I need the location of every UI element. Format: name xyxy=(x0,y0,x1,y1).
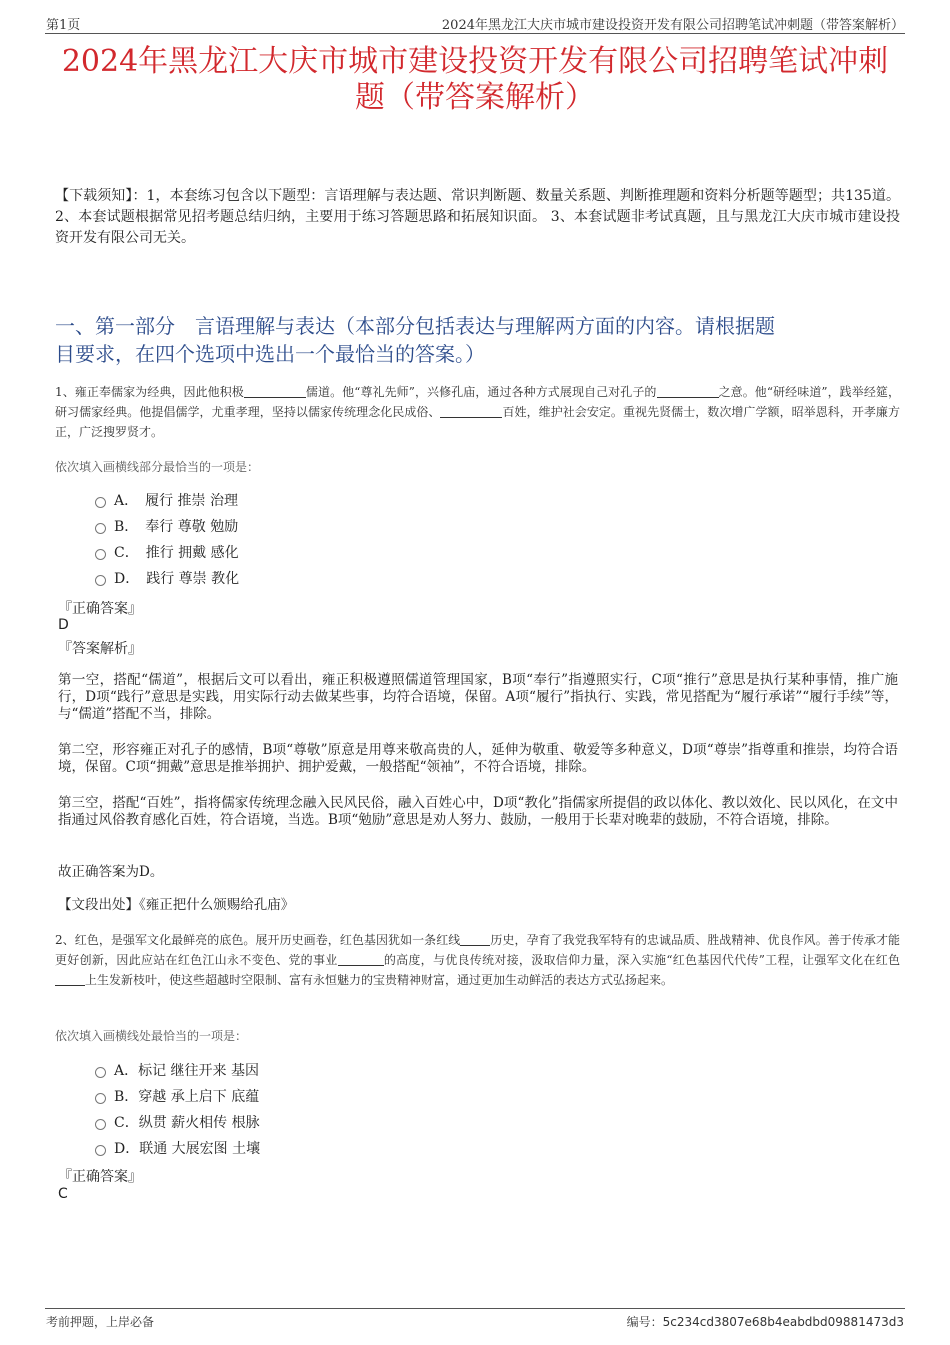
footer-rule xyxy=(45,1308,905,1309)
q2-part-d: 上生发新枝叶，使这些超越时空限制、富有永恒魅力的宝贵精神财富，通过更加生动鲜活的表达方式弘扬起来。 xyxy=(85,973,674,987)
radio-icon[interactable] xyxy=(95,575,106,586)
q1-analysis-label: 『答案解析』 xyxy=(58,641,142,657)
section-heading xyxy=(55,312,905,368)
radio-icon[interactable] xyxy=(95,497,106,508)
q1-answer: D xyxy=(58,617,69,633)
q2-option-c[interactable] xyxy=(95,1113,260,1133)
section-line-1: 一、第一部分 言语理解与表达（本部分包括表达与理解两方面的内容。请根据题 xyxy=(55,314,775,338)
radio-icon[interactable] xyxy=(95,523,106,534)
q2-option-d[interactable] xyxy=(95,1139,260,1159)
q2-answer-label: 『正确答案』 xyxy=(58,1169,142,1185)
q1-option-b[interactable] xyxy=(95,517,238,537)
q1-option-a[interactable] xyxy=(95,491,238,511)
q1-part-d: 百姓，维护社会安定。重视先贤儒士，数次增广学额，昭举恩科，开孝廉方正，广泛搜罗贤才。 xyxy=(55,405,900,439)
question-1-text xyxy=(55,382,900,442)
q1-analysis-3: 第三空，搭配“百姓”，指将儒家传统理念融入民风民俗，融入百姓心中，D项“教化”指儒家所提倡的政以体化、教以效化、民以风化，在文中指通过风俗教育感化百姓，符合语境，当选。B项“勉励”意思是劝人努力、鼓励，一般用于长辈对晚辈的鼓励，不符合语境，排除。 xyxy=(58,795,898,828)
footer-slogan: 考前押题，上岸必备 xyxy=(46,1315,155,1329)
radio-icon[interactable] xyxy=(95,549,106,560)
q1-source: 【文段出处】《雍正把什么颁赐给孔庙》 xyxy=(58,897,295,913)
q1-option-d-label: D． 践行 尊崇 教化 xyxy=(114,571,240,587)
q1-option-b-label: B． 奉行 尊敬 勉励 xyxy=(114,519,239,535)
radio-icon[interactable] xyxy=(95,1145,106,1156)
download-notice: 【下载须知】：1，本套练习包含以下题型：言语理解与表达题、常识判断题、数量关系题、判断推理题和资料分析题等题型；共135道。 2、本套试题根据常见招考题总结归纳，主要用于练习答题思路和拓展知识面。 3、本套试题非考试真题，且与黑龙江大庆市城市建设投资开发有限公司无关。 xyxy=(55,188,900,246)
question-2-text xyxy=(55,930,900,990)
section-line-2: 目要求，在四个选项中选出一个最恰当的答案。） xyxy=(55,342,485,366)
q1-option-d[interactable] xyxy=(95,569,239,589)
q1-part-a: 1、雍正奉儒家为经典，因此他积极 xyxy=(55,385,244,399)
q1-option-c-label: C． 推行 拥戴 感化 xyxy=(114,545,239,561)
question-1-prompt: 依次填入画横线部分最恰当的一项是： xyxy=(55,460,260,474)
page-title xyxy=(55,44,895,116)
page-number: 第1页 xyxy=(46,18,81,33)
q2-option-b-label: B．穿越 承上启下 底蕴 xyxy=(114,1089,260,1105)
title-line-2: 题（带答案解析） xyxy=(355,80,595,115)
header-doc-title: 2024年黑龙江大庆市城市建设投资开发有限公司招聘笔试冲刺题（带答案解析） xyxy=(441,18,904,33)
header-rule xyxy=(45,33,905,34)
q1-blank-1 xyxy=(244,385,306,398)
footer-code-label: 编号： xyxy=(626,1315,663,1329)
q2-blank-2 xyxy=(338,953,384,966)
q2-option-a[interactable] xyxy=(95,1061,259,1081)
q2-part-c: 的高度，与优良传统对接，汲取信仰力量，深入实施“红色基因代代传”工程，让强军文化在红色 xyxy=(383,953,900,967)
radio-icon[interactable] xyxy=(95,1067,106,1078)
footer-code-value: 5c234cd3807e68b4eabdbd09881473d3 xyxy=(662,1315,904,1329)
question-2-prompt: 依次填入画横线处最恰当的一项是： xyxy=(55,1029,248,1043)
footer-code xyxy=(627,1313,904,1330)
q2-option-d-label: D．联通 大展宏图 土壤 xyxy=(114,1141,261,1157)
q1-option-a-label: A． 履行 推崇 治理 xyxy=(114,493,239,509)
q1-analysis-conclusion: 故正确答案为D。 xyxy=(58,864,164,880)
q2-answer: C xyxy=(58,1186,68,1202)
q1-blank-3 xyxy=(440,405,502,418)
q1-analysis-2: 第二空，形容雍正对孔子的感情，B项“尊敬”原意是用尊来敬高贵的人，延伸为敬重、敬爱等多种意义，D项“尊崇”指尊重和推崇，均符合语境，保留。C项“拥戴”意思是推举拥护、拥护爱戴，一般搭配“领袖”，不符合语境，排除。 xyxy=(58,742,898,775)
q2-option-a-label: A．标记 继往开来 基因 xyxy=(114,1063,260,1079)
q2-option-c-label: C．纵贯 薪火相传 根脉 xyxy=(114,1115,260,1131)
radio-icon[interactable] xyxy=(95,1119,106,1130)
radio-icon[interactable] xyxy=(95,1093,106,1104)
q1-option-c[interactable] xyxy=(95,543,239,563)
q1-analysis-1: 第一空，搭配“儒道”，根据后文可以看出，雍正积极遵照儒道管理国家，B项“奉行”指遵照实行，C项“推行”意思是执行某种事情，推广施行，D项“践行”意思是实践，用实际行动去做某些事，均符合语境，保留。A项“履行”指执行、实践，常见搭配为“履行承诺”“履行手续”等，与“儒道”搭配不当，排除。 xyxy=(58,672,898,722)
q1-answer-label: 『正确答案』 xyxy=(58,601,142,617)
q2-blank-3 xyxy=(55,973,85,986)
q2-option-b[interactable] xyxy=(95,1087,259,1107)
q2-blank-1 xyxy=(460,933,490,946)
title-line-1: 2024年黑龙江大庆市城市建设投资开发有限公司招聘笔试冲刺 xyxy=(61,44,889,79)
q1-part-c: 之意。他“研经味道”，践举经筵，研习儒家经典。他提倡儒学，尤重孝理，坚持以儒家传统理念化民成俗、 xyxy=(55,385,900,419)
q2-part-b: 历史，孕育了我党我军特有的忠诚品质、胜战精神、优良作风。善于传承才能更好创新，因此应站在红色江山永不变色、党的事业 xyxy=(55,933,900,967)
q2-part-a: 2、红色，是强军文化最鲜亮的底色。展开历史画卷，红色基因犹如一条红线 xyxy=(55,933,461,947)
q1-blank-2 xyxy=(657,385,719,398)
q1-part-b: 儒道。他“尊礼先师”，兴修孔庙，通过各种方式展现自己对孔子的 xyxy=(305,385,657,399)
